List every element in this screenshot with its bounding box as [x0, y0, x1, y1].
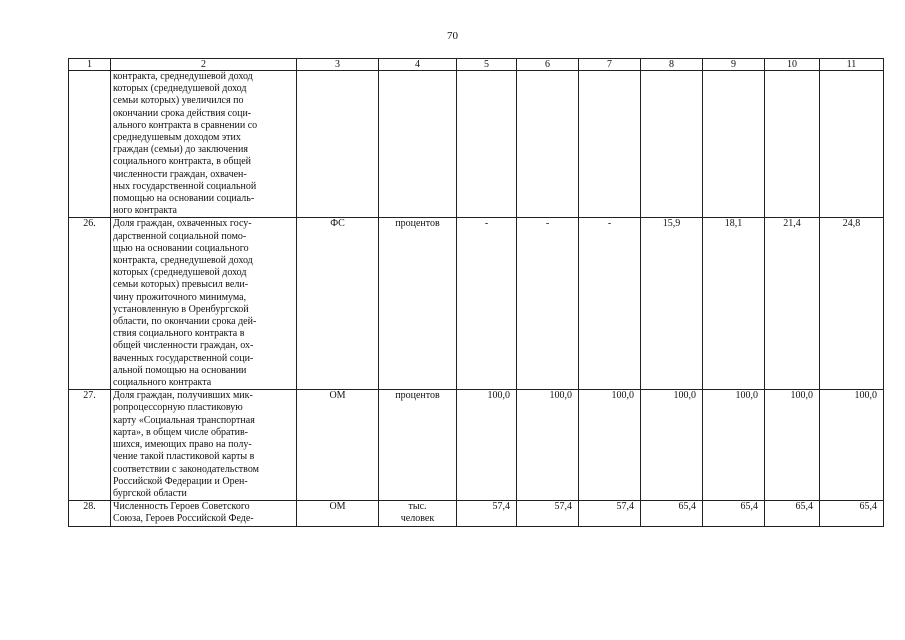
- text-line: чину прожиточного минимума,: [113, 291, 247, 303]
- value-cell: 65,4: [765, 501, 820, 526]
- unit-cell: процентов: [379, 390, 457, 501]
- text-line: дарственной социальной помо-: [113, 230, 247, 242]
- column-header: 5: [457, 59, 517, 71]
- value-cell: -: [457, 218, 517, 390]
- text-line: щью на основании социального: [113, 242, 249, 254]
- table-row-continuation: [69, 71, 884, 218]
- value-cell: [820, 71, 884, 218]
- table-row: [69, 390, 884, 501]
- value-cell: 15,9: [641, 218, 703, 390]
- value-cell: [517, 71, 579, 218]
- column-header: 1: [69, 59, 111, 71]
- text-line: семьи которых) увеличился по: [113, 95, 244, 107]
- row-number-cell: 28.: [69, 501, 111, 526]
- text-line: области, по окончании срока дей-: [113, 316, 257, 328]
- row-number-cell: [69, 71, 111, 218]
- indicator-name-cell: [111, 390, 297, 501]
- unit-line: тыс.: [408, 501, 427, 513]
- value-cell: 100,0: [579, 390, 641, 501]
- type-cell: ОМ: [297, 501, 379, 526]
- text-line: ропроцессорную пластиковую: [113, 402, 243, 414]
- column-header: 7: [579, 59, 641, 71]
- text-line: ных государственной социальной: [113, 180, 257, 192]
- text-line: общей численности граждан, ох-: [113, 340, 254, 352]
- indicator-name-cell: [111, 218, 297, 390]
- column-header: 3: [297, 59, 379, 71]
- text-line: контракта, среднедушевой доход: [113, 255, 253, 267]
- row-number-cell: 26.: [69, 218, 111, 390]
- value-cell: 65,4: [820, 501, 884, 526]
- value-cell: 24,8: [820, 218, 884, 390]
- text-line: альной помощью на основании: [113, 364, 247, 376]
- column-header: 6: [517, 59, 579, 71]
- value-cell: -: [517, 218, 579, 390]
- indicator-name-cell: [111, 71, 297, 218]
- text-line: соответствии с законодательством: [113, 463, 259, 475]
- text-line: среднедушевым доходом этих: [113, 132, 241, 144]
- text-line: социального контракта, в общей: [113, 156, 252, 168]
- text-line: контракта, среднедушевой доход: [113, 71, 253, 82]
- text-line: помощью на основании социаль-: [113, 193, 255, 205]
- value-cell: 100,0: [820, 390, 884, 501]
- text-line: ствия социального контракта в: [113, 328, 245, 340]
- text-line: которых (среднедушевой доход: [113, 83, 247, 95]
- value-cell: 21,4: [765, 218, 820, 390]
- value-cell: [765, 71, 820, 218]
- column-header: 10: [765, 59, 820, 71]
- text-line: бургской области: [113, 487, 187, 499]
- text-line: семьи которых) превысил вели-: [113, 279, 249, 291]
- text-line: шихся, имеющих право на полу-: [113, 439, 252, 451]
- indicators-table: [68, 58, 884, 527]
- text-line: которых (среднедушевой доход: [113, 267, 247, 279]
- text-line: карта», в общем числе обратив-: [113, 426, 249, 438]
- text-line: окончании срока действия соци-: [113, 107, 252, 119]
- unit-cell: [379, 71, 457, 218]
- page-number: 70: [447, 30, 458, 42]
- text-line: карту «Социальная транспортная: [113, 414, 255, 426]
- unit-cell: [379, 501, 457, 526]
- type-cell: ОМ: [297, 390, 379, 501]
- value-cell: [641, 71, 703, 218]
- text-line: чение такой пластиковой карты в: [113, 451, 255, 463]
- value-cell: 100,0: [457, 390, 517, 501]
- text-line: Российской Федерации и Орен-: [113, 475, 248, 487]
- column-header: 9: [703, 59, 765, 71]
- value-cell: [703, 71, 765, 218]
- indicator-name-cell: [111, 501, 297, 526]
- value-cell: [579, 71, 641, 218]
- text-line: установленную в Оренбургской: [113, 303, 249, 315]
- type-cell: [297, 71, 379, 218]
- value-cell: 100,0: [517, 390, 579, 501]
- type-cell: ФС: [297, 218, 379, 390]
- column-header: 2: [111, 59, 297, 71]
- column-header: 4: [379, 59, 457, 71]
- table-row: [69, 218, 884, 390]
- value-cell: 65,4: [641, 501, 703, 526]
- value-cell: 57,4: [579, 501, 641, 526]
- value-cell: 100,0: [765, 390, 820, 501]
- text-line: Союза, Героев Российской Феде-: [113, 513, 254, 525]
- column-header: 8: [641, 59, 703, 71]
- row-number-cell: 27.: [69, 390, 111, 501]
- unit-line: человек: [400, 513, 435, 525]
- table-header: [69, 59, 884, 71]
- unit-cell: процентов: [379, 218, 457, 390]
- value-cell: 100,0: [703, 390, 765, 501]
- value-cell: 100,0: [641, 390, 703, 501]
- value-cell: 57,4: [457, 501, 517, 526]
- text-line: ного контракта: [113, 205, 177, 217]
- value-cell: [457, 71, 517, 218]
- text-line: граждан (семьи) до заключения: [113, 144, 248, 156]
- text-line: Доля граждан, получивших мик-: [113, 390, 253, 402]
- table-row: [69, 501, 884, 526]
- value-cell: 57,4: [517, 501, 579, 526]
- value-cell: 65,4: [703, 501, 765, 526]
- text-line: социального контракта: [113, 377, 212, 389]
- text-line: ваченных государственной соци-: [113, 352, 254, 364]
- value-cell: -: [579, 218, 641, 390]
- value-cell: 18,1: [703, 218, 765, 390]
- text-line: ального контракта в сравнении со: [113, 119, 258, 131]
- text-line: Доля граждан, охваченных госу-: [113, 218, 252, 230]
- text-line: Численность Героев Советского: [113, 501, 250, 513]
- column-header: 11: [820, 59, 884, 71]
- text-line: численности граждан, охвачен-: [113, 168, 247, 180]
